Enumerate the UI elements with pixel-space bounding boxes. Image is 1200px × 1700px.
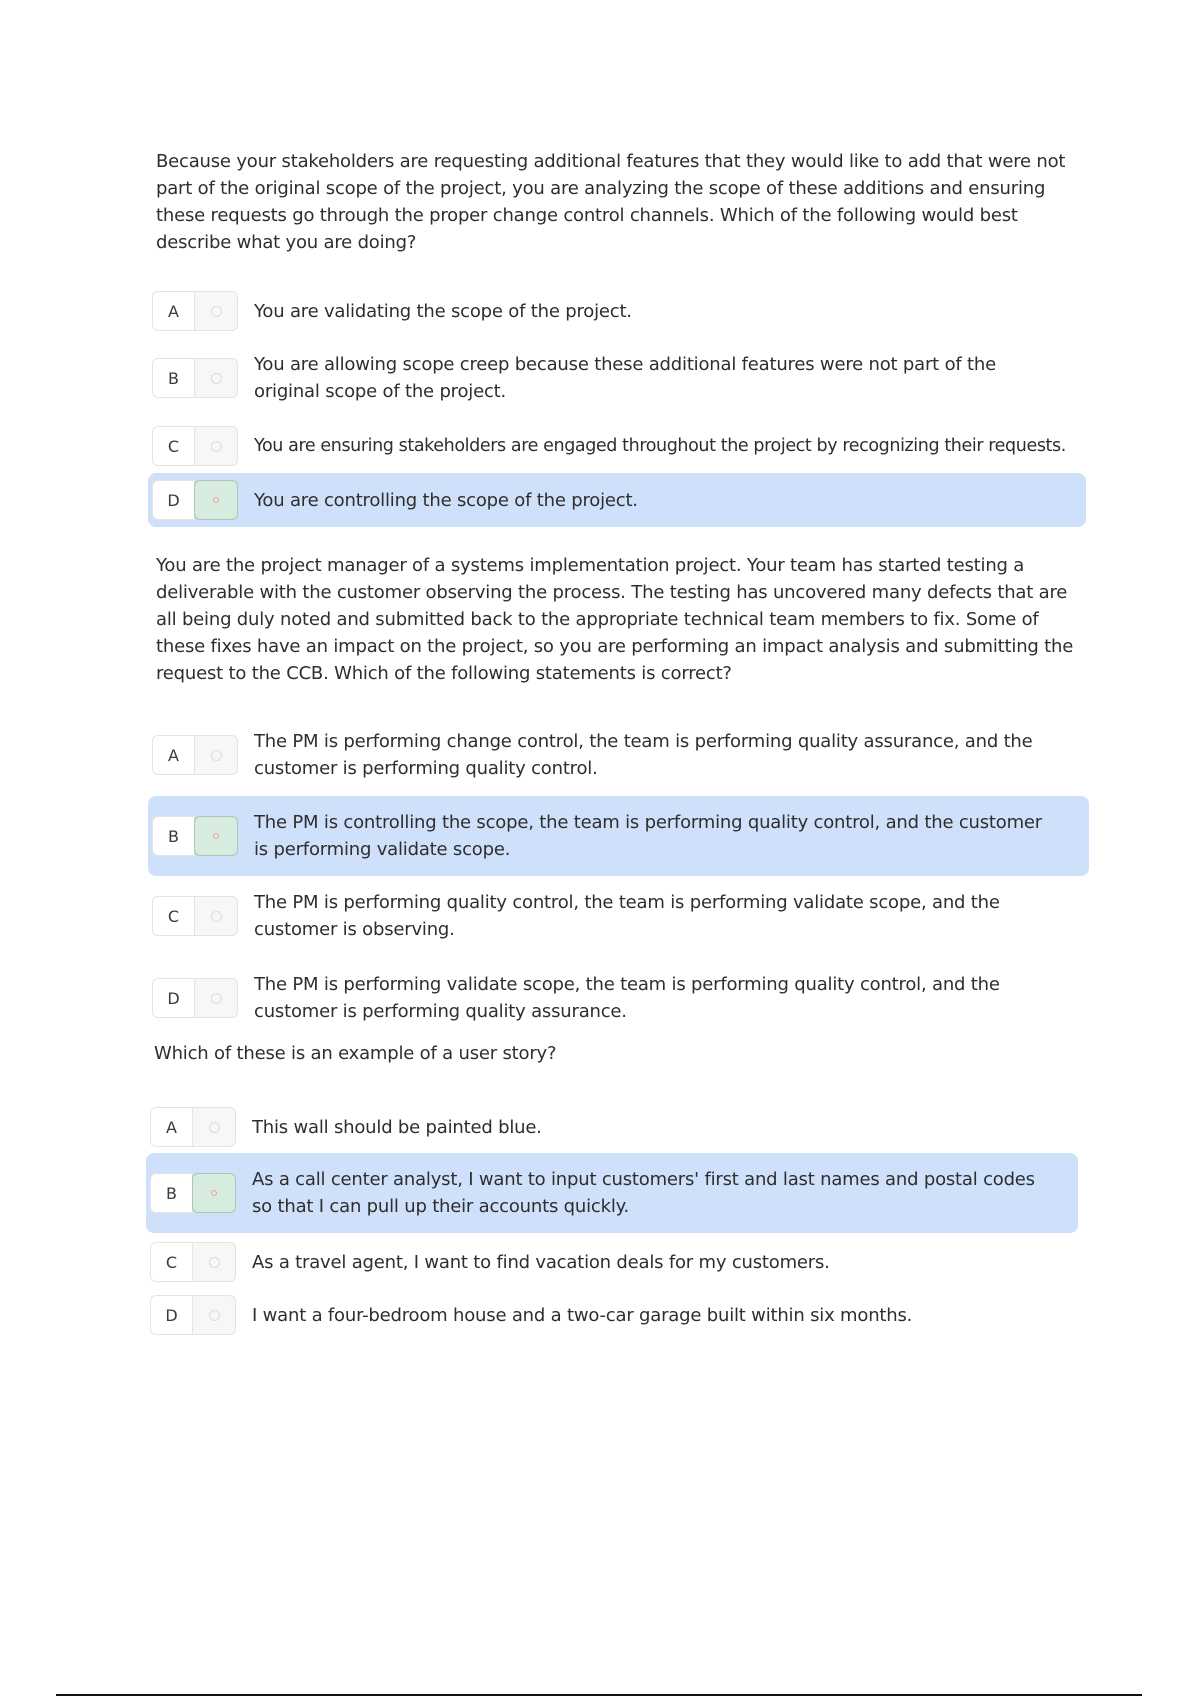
radio-circle-icon [211, 306, 222, 317]
option-letter: C [150, 1242, 192, 1282]
question-3-option-a[interactable] [150, 1106, 1080, 1148]
option-text: You are controlling the scope of the project. [254, 489, 638, 511]
question-2-option-b[interactable] [148, 796, 1089, 876]
option-text: The PM is performing change control, the team is performing quality assurance, and the customer is performing quality control. [254, 731, 1033, 779]
question-2-text: You are the project manager of a systems implementation project. Your team has started testing a deliverable with the customer observing the process. The testing has uncovered many defects that are all being duly noted and submitted back to the appropriate technical team members to fix. Some of these fixes have an impact on the project, so you are performing an impact analysis and submitting the request to the CCB. Which of the following statements is correct? [156, 555, 1074, 684]
question-3-option-c[interactable] [150, 1241, 1080, 1283]
question-2-option-a[interactable] [152, 731, 1082, 779]
option-letter: C [152, 426, 194, 466]
radio-button[interactable] [194, 816, 238, 856]
radio-button[interactable] [194, 358, 238, 398]
radio-button[interactable] [192, 1107, 236, 1147]
radio-circle-icon [211, 441, 222, 452]
question-1-option-d[interactable] [148, 473, 1086, 527]
option-text: The PM is controlling the scope, the team is performing quality control, and the customer is performing validate scope. [254, 812, 1042, 860]
question-3-option-d[interactable] [150, 1294, 1080, 1336]
page-bottom-rule [56, 1694, 1142, 1696]
option-letter: B [152, 816, 194, 856]
question-2-option-c[interactable] [152, 892, 1082, 940]
option-text: You are validating the scope of the project. [254, 300, 632, 322]
option-letter: A [152, 291, 194, 331]
question-3-text: Which of these is an example of a user story? [154, 1043, 557, 1064]
radio-circle-icon [211, 1190, 217, 1196]
radio-button[interactable] [194, 291, 238, 331]
option-letter: C [152, 896, 194, 936]
option-letter: A [152, 735, 194, 775]
radio-circle-icon [209, 1257, 220, 1268]
radio-circle-icon [211, 911, 222, 922]
radio-button[interactable] [194, 480, 238, 520]
radio-button[interactable] [192, 1173, 236, 1213]
option-letter: A [150, 1107, 192, 1147]
radio-circle-icon [213, 833, 219, 839]
option-text: I want a four-bedroom house and a two-car garage built within six months. [252, 1304, 913, 1326]
radio-button[interactable] [192, 1242, 236, 1282]
radio-circle-icon [209, 1310, 220, 1321]
option-text: The PM is performing quality control, the team is performing validate scope, and the customer is observing. [254, 892, 1000, 940]
option-letter: B [150, 1173, 192, 1213]
radio-circle-icon [213, 497, 219, 503]
option-letter: B [152, 358, 194, 398]
option-letter: D [152, 480, 194, 520]
option-text: As a travel agent, I want to find vacation deals for my customers. [252, 1251, 830, 1273]
option-letter: D [152, 978, 194, 1018]
radio-button[interactable] [194, 896, 238, 936]
radio-button[interactable] [194, 426, 238, 466]
question-1-text: Because your stakeholders are requesting additional features that they would like to add that were not part of the original scope of the project, you are analyzing the scope of these additions and ensuring these requests go through the proper change control channels. Which of the following would best describe what you are doing? [156, 151, 1066, 253]
option-text: This wall should be painted blue. [252, 1116, 542, 1138]
option-text: You are allowing scope creep because these additional features were not part of the original scope of the project. [254, 354, 996, 402]
option-text: The PM is performing validate scope, the team is performing quality control, and the customer is performing quality assurance. [254, 974, 1000, 1022]
radio-circle-icon [209, 1122, 220, 1133]
radio-circle-icon [211, 993, 222, 1004]
question-3-option-b[interactable] [146, 1153, 1078, 1233]
radio-button[interactable] [194, 978, 238, 1018]
radio-button[interactable] [194, 735, 238, 775]
question-1-option-b[interactable] [152, 354, 1082, 402]
radio-button[interactable] [192, 1295, 236, 1335]
question-2-option-d[interactable] [152, 974, 1082, 1022]
option-text: You are ensuring stakeholders are engaged throughout the project by recognizing their requests. [254, 435, 1066, 456]
radio-circle-icon [211, 750, 222, 761]
option-text: As a call center analyst, I want to input customers' first and last names and postal codes so that I can pull up their accounts quickly. [252, 1169, 1035, 1217]
option-letter: D [150, 1295, 192, 1335]
question-1-option-c[interactable] [152, 425, 1082, 467]
question-1-option-a[interactable] [152, 290, 1082, 332]
radio-circle-icon [211, 373, 222, 384]
